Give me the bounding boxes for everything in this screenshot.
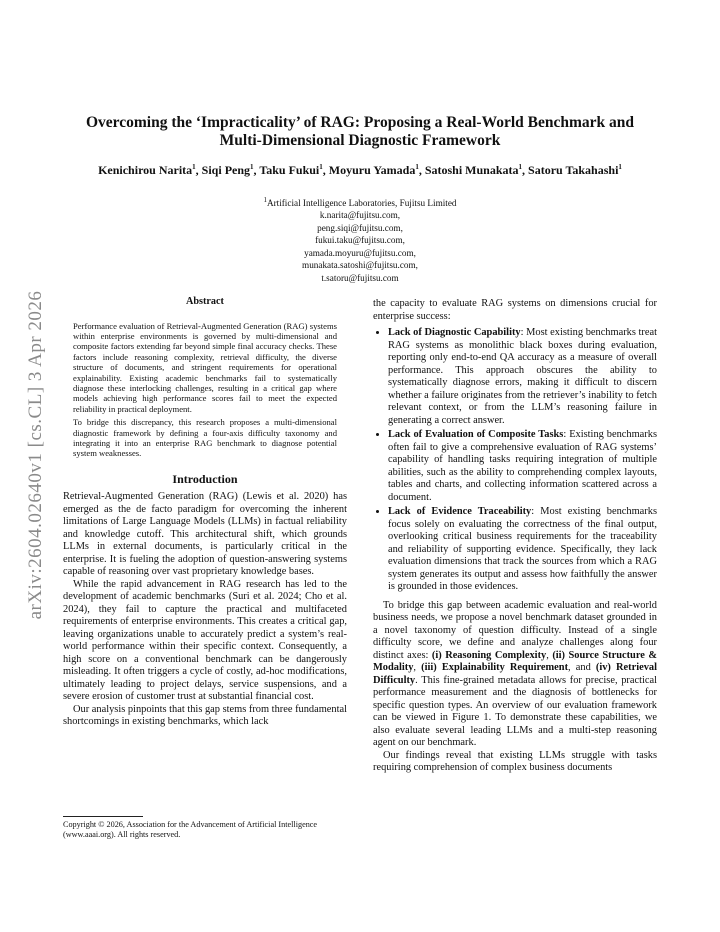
arxiv-identifier: arXiv:2604.02640v1 [cs.CL] 3 Apr 2026 xyxy=(25,290,46,620)
axis-label: (ii) Source Structure & Modality xyxy=(373,649,658,673)
body-paragraph: the capacity to evaluate RAG systems on dimensions crucial for enterprise success: xyxy=(373,298,657,322)
list-item-heading: Lack of Evidence Traceability xyxy=(388,506,532,517)
footnote-rule xyxy=(63,816,143,817)
list-item-text: : Existing benchmarks often fail to give a comprehensive evaluation of RAG systems’ capability of handling tasks requiring integration of multiple abilities, such as the ability to comprehending complex layouts, tables and charts, and collecting information scattered across a document. xyxy=(388,429,657,503)
list-item-text: : Most existing benchmarks focus solely on evaluating the correctness of the final output, overlooking critical business requirements for the traceability and reliability of supporting evidence. Specifically, they lack evaluation dimensions that track the sources from which a RAG system generates its output and assess how faithfully the answer is grounded in those evidences. xyxy=(388,506,657,592)
affiliation-mark: 1 xyxy=(518,163,523,171)
email: fukui.taku@fujitsu.com, xyxy=(315,235,405,246)
affiliation-block xyxy=(80,194,640,284)
affiliation-mark: 1 xyxy=(250,163,254,171)
author-list: Kenichirou Narita$^1$, Siqi Peng$^1$, Taku Fukui$^1$, Moyuru Yamada$^1$, Satoshi Munakata$^1$, Satoru Takahashi$^1$ xyxy=(98,163,622,177)
author-name: Moyuru Yamada xyxy=(328,163,416,177)
right-column xyxy=(373,298,657,775)
author-name: Siqi Peng xyxy=(201,163,251,177)
affiliation-line xyxy=(80,194,640,209)
shortcomings-list xyxy=(373,327,657,594)
email: peng.siqi@fujitsu.com, xyxy=(317,222,403,233)
author-name: Kenichirou Narita xyxy=(98,163,193,177)
axis-label: (iv) Retrieval Difficulty xyxy=(373,662,657,686)
text-run: To bridge this gap between academic evaluation and real-world business needs, we propose a novel benchmark dataset grounded in a novel taxonomy of question difficulty. Instead of a single difficulty score, we define and analyze challenges along four distinct axes: xyxy=(373,599,657,661)
text-run: . This fine-grained metadata allows for precise, practical performance measurement and the diagnosis of bottlenecks for specific question types. An overview of our evaluation framework can be viewed in Figure 1. To demonstrate these capabilities, we also evaluate several leading LLMs and a multi-step reasoning agent on our benchmark. xyxy=(373,674,657,748)
body-paragraph: To bridge this gap between academic evaluation and real-world business needs, we propose a novel benchmark dataset grounded in a novel taxonomy of question difficulty. Instead of a single difficulty score, we define and analyze challenges along four distinct axes: (i) Reasoning Complexity, (ii) Source Structure & Modality, (iii) Explainability Requirement, and (iv) Retrieval Difficulty. This fine-grained metadata allows for precise, practical performance measurement and the diagnosis of bottlenecks for specific question types. An overview of our evaluation framework can be viewed in Figure 1. To demonstrate these capabilities, we also evaluate several leading LLMs and a multi-step reasoning agent on our benchmark. xyxy=(373,599,658,748)
axis-label: (i) Reasoning Complexity xyxy=(431,649,547,661)
email: k.narita@fujitsu.com, xyxy=(319,210,401,221)
author-name: Satoru Takahashi xyxy=(528,163,619,177)
section-heading: Introduction xyxy=(172,471,238,486)
body-paragraph: Our analysis pinpoints that this gap stems from three fundamental shortcomings in existing benchmarks, which lack xyxy=(63,703,347,728)
body-paragraph: While the rapid advancement in RAG research has led to the development of academic benchmarks (Suri et al. 2024; Cho et al. 2024), they fail to capture the practical and multifaceted requirements of enterprise environments. This creates a critical gap, leaving organizations unable to accurately predict a system’s real-world performance within their specific context. Consequently, a high score on a conventional benchmark can be dangerously misleading. It often triggers a cycle of costly, ad-hoc modifications, ultimately leading to project delays, service suspensions, and a severe erosion of customer trust at substantial financial cost. xyxy=(63,578,347,703)
list-item xyxy=(388,327,657,427)
list-item-text: : Most existing benchmarks treat RAG systems as monolithic black boxes during evaluation, reporting only end-to-end QA accuracy as a measure of overall performance. This approach obscures the ability to systematically diagnose errors, making it difficult to discern whether a failure originates from the retriever’s inability to fetch relevant context, or from the LLM’s reasoning failure in generating a correct answer. xyxy=(388,327,657,426)
author-name: Satoshi Munakata xyxy=(424,163,519,177)
list-item xyxy=(388,506,657,594)
footnote-text: Copyright © 2026, Association for the Advancement of Artificial Intelligence (www.aaai.org). All rights reserved. xyxy=(63,820,318,840)
affiliation-mark: 1 xyxy=(263,196,267,204)
body-paragraph: Our findings reveal that existing LLMs struggle with tasks requiring comprehension of complex business documents xyxy=(373,749,657,773)
author-name: Taku Fukui xyxy=(259,163,320,177)
affiliation-mark: 1 xyxy=(415,163,419,171)
axis-label: (iii) Explainability Requirement xyxy=(421,662,569,673)
affiliation-mark: 1 xyxy=(618,163,622,171)
paper-title: Overcoming the ‘Impracticality’ of RAG: Proposing a Real-World Benchmark and Multi-Dimensional Diagnostic Framework xyxy=(85,114,635,149)
arxiv-sidebar xyxy=(0,0,60,932)
list-item-heading: Lack of Diagnostic Capability xyxy=(388,327,521,338)
list-item-heading: Lack of Evaluation of Composite Tasks xyxy=(388,429,564,440)
left-column xyxy=(63,296,347,729)
email: munakata.satoshi@fujitsu.com, xyxy=(302,260,418,271)
abstract-heading: Abstract xyxy=(186,296,224,307)
abstract-paragraph: Performance evaluation of Retrieval-Augmented Generation (RAG) systems within enterprise environments is governed by multi-dimensional and composite factors extending far beyond simple final accuracy checks. These factors include reasoning complexity, retrieval difficulty, the diverse structure of documents, and stringent requirements for operational explainability. Existing academic benchmarks fail to systematically diagnose these interlocking challenges, resulting in a critical gap where models achieving high performance scores fail to meet the expected reliability in practical deployment. xyxy=(73,320,337,414)
affiliation-name: Artificial Intelligence Laboratories, Fujitsu Limited xyxy=(266,198,457,209)
list-item xyxy=(388,429,657,504)
email: t.satoru@fujitsu.com xyxy=(321,272,399,283)
abstract-paragraph: To bridge this discrepancy, this research proposes a multi-dimensional diagnostic framework by defining a four-axis difficulty taxonomy and integrating it into an enterprise RAG benchmark to diagnose potential system weaknesses. xyxy=(73,417,337,459)
email: yamada.moyuru@fujitsu.com, xyxy=(304,247,416,258)
body-paragraph: Retrieval-Augmented Generation (RAG) (Lewis et al. 2020) has emerged as the de facto paradigm for overcoming the inherent limitations of Large Language Models (LLMs) in factual reliability and knowledge cutoff. This architectural shift, which grounds LLMs in external documents, is particularly critical in the enterprise. It is fueling the adoption of question-answering systems capable of reasoning over vast proprietary knowledge bases. xyxy=(63,491,347,578)
affiliation-mark: 1 xyxy=(192,163,196,171)
copyright-footnote xyxy=(63,816,347,840)
affiliation-mark: 1 xyxy=(319,163,323,171)
abstract xyxy=(73,321,337,459)
